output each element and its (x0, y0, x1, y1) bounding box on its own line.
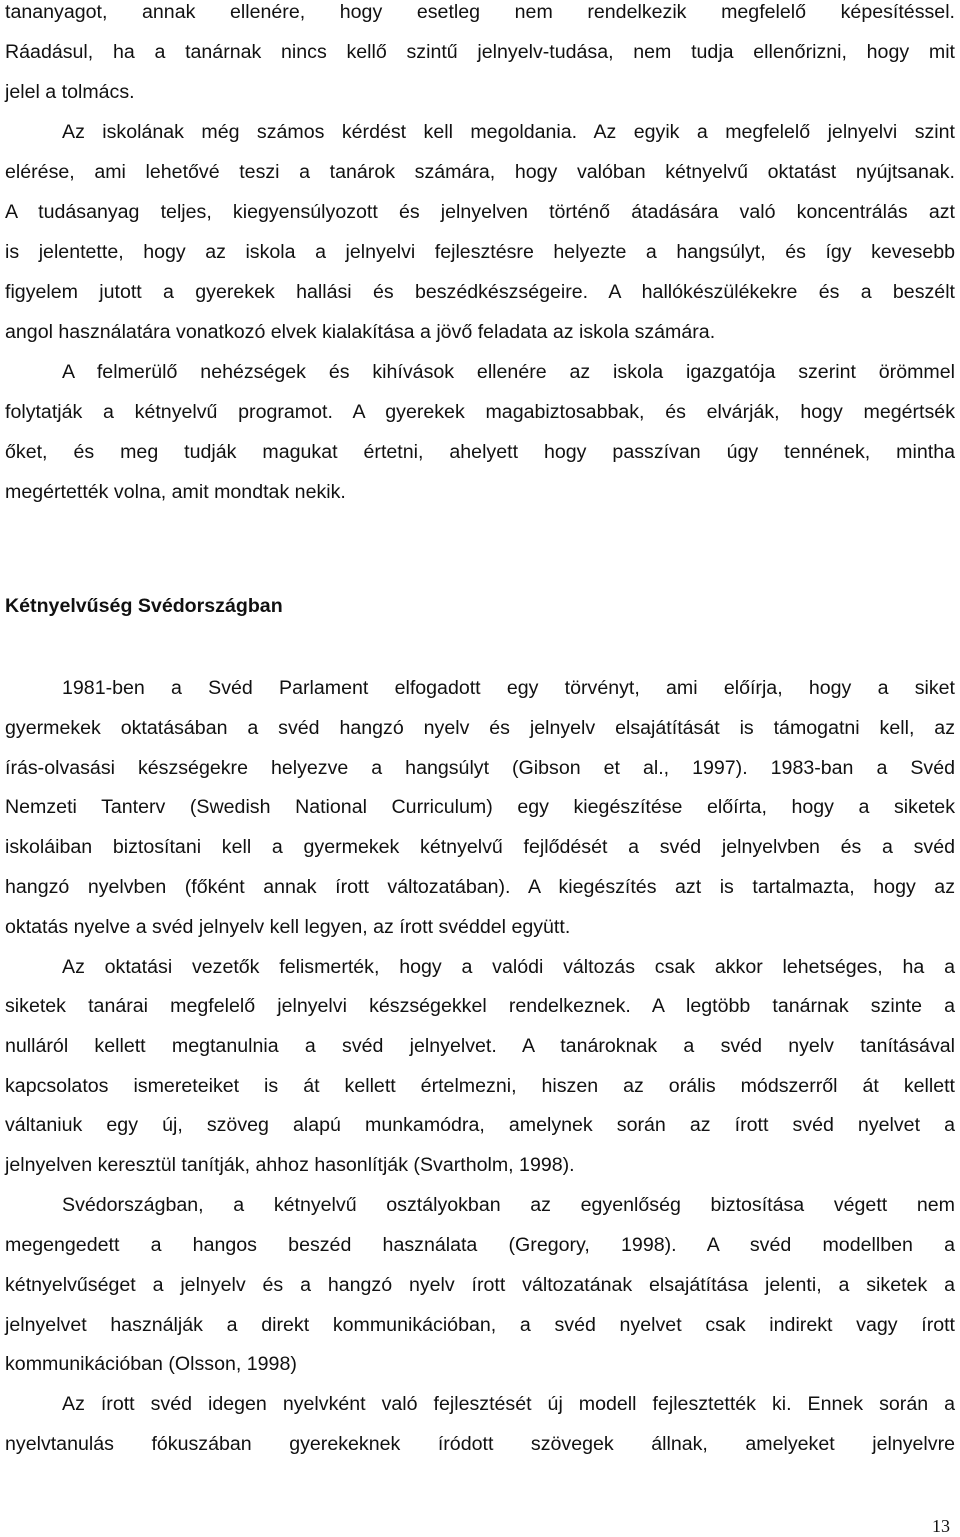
page-number: 13 (932, 1516, 950, 1536)
text-line: is jelentette, hogy az iskola a jelnyelvi fejlesztésre helyezte a hangsúlyt, és így kevesebb (5, 241, 955, 263)
text-line: A felmerülő nehézségek és kihívások ellenére az iskola igazgatója szerint örömmel (62, 361, 955, 383)
text-line: 1981-ben a Svéd Parlament elfogadott egy törvényt, ami előírja, hogy a siket (62, 677, 955, 699)
text-line: nulláról kellett megtanulnia a svéd jelnyelvet. A tanároknak a svéd nyelv tanításával (5, 1035, 955, 1057)
text-line: nyelvtanulás fókuszában gyerekeknek íródott szövegek állnak, amelyeket jelnyelvre (5, 1433, 955, 1455)
text-line: őket, és meg tudják magukat értetni, ahelyett hogy passzívan úgy tennének, mintha (5, 441, 955, 463)
text-line: hangzó nyelvben (főként annak írott változatában). A kiegészítés azt is tartalmazta, hogy az (5, 876, 955, 898)
text-line: Az oktatási vezetők felismerték, hogy a valódi változás csak akkor lehetséges, ha a (62, 956, 955, 978)
text-line: figyelem jutott a gyerekek hallási és beszédkészségeire. A hallókészülékekre és a beszélt (5, 281, 955, 303)
section-heading: Kétnyelvűség Svédországban (5, 595, 283, 617)
text-line: jelnyelvet használják a direkt kommunikációban, a svéd nyelvet csak indirekt vagy írott (5, 1314, 955, 1336)
text-line: Svédországban, a kétnyelvű osztályokban az egyenlőség biztosítása végett nem (62, 1194, 955, 1216)
text-line: megengedett a hangos beszéd használata (Gregory, 1998). A svéd modellben a (5, 1234, 955, 1256)
text-line: Az iskolának még számos kérdést kell megoldania. Az egyik a megfelelő jelnyelvi szint (62, 121, 955, 143)
text-line: gyermekek oktatásában a svéd hangzó nyelv és jelnyelv elsajátítását is támogatni kell, az (5, 717, 955, 739)
text-line: iskoláiban biztosítani kell a gyermekek kétnyelvű fejlődését a svéd jelnyelvben és a svéd (5, 836, 955, 858)
text-line: Nemzeti Tanterv (Swedish National Curriculum) egy kiegészítése előírta, hogy a siketek (5, 796, 955, 818)
text-line: angol használatára vonatkozó elvek kialakítása a jövő feladata az iskola számára. (5, 321, 716, 343)
text-line: jelel a tolmács. (5, 81, 135, 103)
text-line: megértették volna, amit mondtak nekik. (5, 481, 346, 503)
text-line: A tudásanyag teljes, kiegyensúlyozott és jelnyelven történő átadására való koncentrálás azt (5, 201, 955, 223)
text-line: Az írott svéd idegen nyelvként való fejlesztését új modell fejlesztették ki. Ennek során a (62, 1393, 955, 1415)
text-line: kétnyelvűséget a jelnyelv és a hangzó nyelv írott változatának elsajátítása jelenti, a siketek a (5, 1274, 955, 1296)
text-line: oktatás nyelve a svéd jelnyelv kell legyen, az írott svéddel együtt. (5, 916, 571, 938)
text-line: kapcsolatos ismereteiket is át kellett értelmezni, hiszen az orális módszerről át kellett (5, 1075, 955, 1097)
text-line: írás-olvasási készségekre helyezve a hangsúlyt (Gibson et al., 1997). 1983-ban a Svéd (5, 757, 955, 779)
text-line: siketek tanárai megfelelő jelnyelvi készségekkel rendelkeznek. A legtöbb tanárnak szinte a (5, 995, 955, 1017)
text-line: elérése, ami lehetővé teszi a tanárok számára, hogy valóban kétnyelvű oktatást nyújtsanak. (5, 161, 955, 183)
text-line: tananyagot, annak ellenére, hogy esetleg nem rendelkezik megfelelő képesítéssel. (5, 1, 955, 23)
text-line: jelnyelven keresztül tanítják, ahhoz hasonlítják (Svartholm, 1998). (5, 1154, 575, 1176)
text-line: Ráadásul, ha a tanárnak nincs kellő szintű jelnyelv-tudása, nem tudja ellenőrizni, hogy mit (5, 41, 955, 63)
text-line: váltaniuk egy új, szöveg alapú munkamódra, amelynek során az írott svéd nyelvet a (5, 1114, 955, 1136)
text-line: folytatják a kétnyelvű programot. A gyerekek magabiztosabbak, és elvárják, hogy megértsék (5, 401, 955, 423)
text-line: kommunikációban (Olsson, 1998) (5, 1353, 297, 1375)
